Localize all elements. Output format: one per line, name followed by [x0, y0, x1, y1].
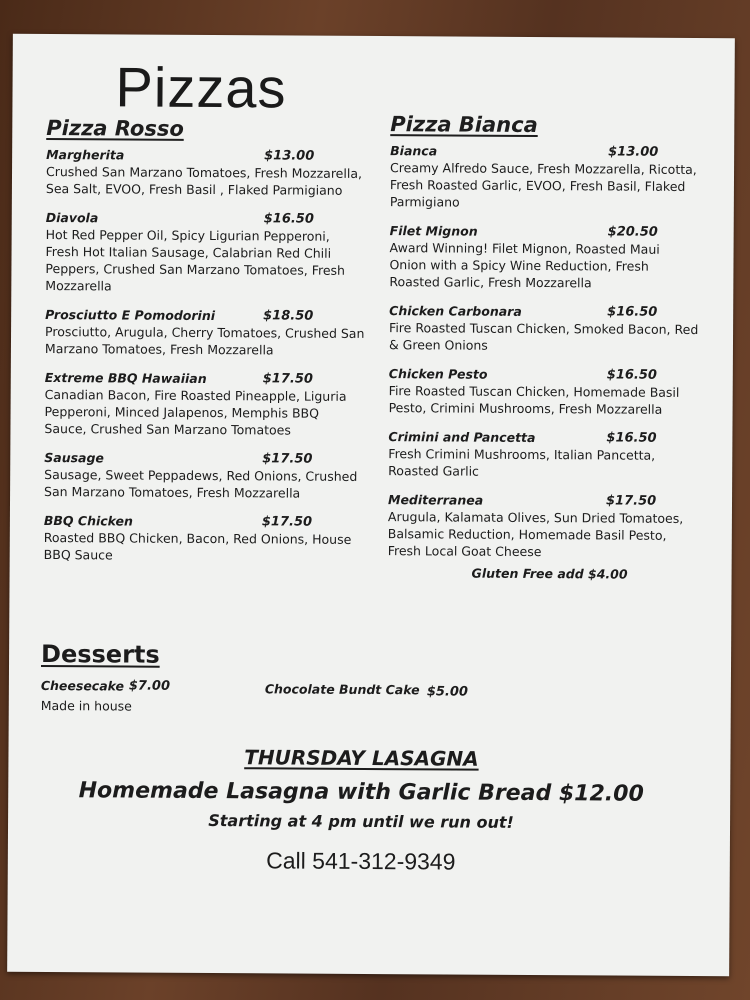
- phone-number: Call 541-312-9349: [266, 847, 456, 875]
- menu-item: [388, 491, 698, 561]
- item-description: Creamy Alfredo Sauce, Fresh Mozzarella, Ricotta, Fresh Roasted Garlic, EVOO, Fresh Basil, Flaked Parmigiano: [389, 160, 697, 210]
- item-name: Diavola: [45, 210, 99, 226]
- item-name: Bianca: [390, 143, 438, 159]
- menu-item: [44, 449, 364, 502]
- item-price: $16.50: [263, 211, 314, 227]
- item-price: $13.00: [608, 144, 659, 160]
- menu-item: [389, 302, 699, 355]
- item-name: Chicken Pesto: [388, 366, 488, 382]
- item-description: Fresh Crimini Mushrooms, Italian Pancetta, Roasted Garlic: [388, 446, 656, 479]
- item-price: $13.00: [264, 148, 315, 164]
- dessert-name: Chocolate Bundt Cake: [264, 681, 420, 698]
- item-name: Mediterranea: [387, 492, 484, 508]
- item-price: $16.50: [606, 367, 658, 383]
- menu-item: [390, 142, 700, 212]
- item-price: $17.50: [605, 493, 657, 509]
- dessert-price: $5.00: [426, 684, 469, 700]
- menu-item: [45, 209, 366, 296]
- item-name: Extreme BBQ Hawaiian: [44, 370, 207, 386]
- item-description: Hot Red Pepper Oil, Spicy Ligurian Pepperoni, Fresh Hot Italian Sausage, Calabrian Red Chili Peppers, Crushed San Marzano Tomatoes, Fresh Mozzarella: [45, 227, 346, 294]
- item-price: $20.50: [607, 224, 658, 240]
- item-name: Chicken Carbonara: [389, 303, 522, 319]
- item-description: Crushed San Marzano Tomatoes, Fresh Mozzarella, Sea Salt, EVOO, Fresh Basil , Flaked Parmigiano: [45, 164, 363, 198]
- menu-item: [389, 365, 699, 418]
- item-description: Award Winning! Filet Mignon, Roasted Maui Onion with a Spicy Wine Reduction, Fresh Roasted Garlic, Fresh Mozzarella: [389, 240, 660, 291]
- item-description: Sausage, Sweet Peppadews, Red Onions, Crushed San Marzano Tomatoes, Fresh Mozzarella: [44, 467, 358, 501]
- item-price: $17.50: [262, 371, 313, 387]
- gluten-free-note: Gluten Free add $4.00: [471, 565, 628, 582]
- desserts-heading: Desserts: [40, 639, 160, 669]
- item-description: Fire Roasted Tuscan Chicken, Homemade Basil Pesto, Crimini Mushrooms, Fresh Mozzarella: [388, 383, 680, 417]
- menu-sheet: [7, 34, 735, 976]
- rosso-column: [44, 146, 367, 577]
- special-title: THURSDAY LASAGNA: [244, 745, 479, 771]
- special-availability: Starting at 4 pm until we run out!: [208, 811, 514, 832]
- item-description: Roasted BBQ Chicken, Bacon, Red Onions, House BBQ Sauce: [43, 530, 352, 563]
- item-name: Margherita: [46, 147, 125, 163]
- item-price: $17.50: [261, 514, 313, 530]
- item-description: Prosciutto, Arugula, Cherry Tomatoes, Crushed San Marzano Tomatoes, Fresh Mozzarella: [44, 324, 365, 358]
- item-price: $16.50: [606, 430, 657, 446]
- item-description: Fire Roasted Tuscan Chicken, Smoked Bacon, Red & Green Onions: [388, 320, 699, 353]
- dessert-description: Made in house: [40, 697, 132, 714]
- dessert-price: $7.00: [128, 678, 171, 694]
- menu-item: [46, 146, 366, 199]
- item-description: Arugula, Kalamata Olives, Sun Dried Tomatoes, Balsamic Reduction, Homemade Basil Pesto, Fresh Local Goat Cheese: [387, 509, 684, 560]
- menu-title: Pizzas: [115, 55, 287, 120]
- item-price: $16.50: [607, 304, 658, 320]
- pizza-bianca-heading: Pizza Bianca: [390, 112, 538, 138]
- dessert-name: Cheesecake: [40, 677, 125, 694]
- item-name: BBQ Chicken: [43, 513, 133, 529]
- item-name: Filet Mignon: [389, 223, 478, 239]
- bianca-column: [388, 142, 701, 582]
- pizza-rosso-heading: Pizza Rosso: [46, 116, 184, 141]
- menu-item: [389, 222, 699, 292]
- menu-item: [44, 369, 364, 439]
- item-price: $18.50: [263, 308, 314, 324]
- item-name: Sausage: [44, 450, 104, 466]
- item-description: Canadian Bacon, Fire Roasted Pineapple, Liguria Pepperoni, Minced Jalapenos, Memphis BBQ Sauce, Crushed San Marzano Tomatoes: [44, 387, 347, 438]
- item-price: $17.50: [262, 451, 313, 467]
- menu-item: [45, 306, 365, 359]
- item-name: Crimini and Pancetta: [388, 429, 536, 446]
- item-name: Prosciutto E Pomodorini: [45, 307, 216, 324]
- special-offer: Homemade Lasagna with Garlic Bread $12.00: [78, 778, 644, 807]
- menu-item: [44, 512, 364, 565]
- menu-item: [388, 428, 698, 481]
